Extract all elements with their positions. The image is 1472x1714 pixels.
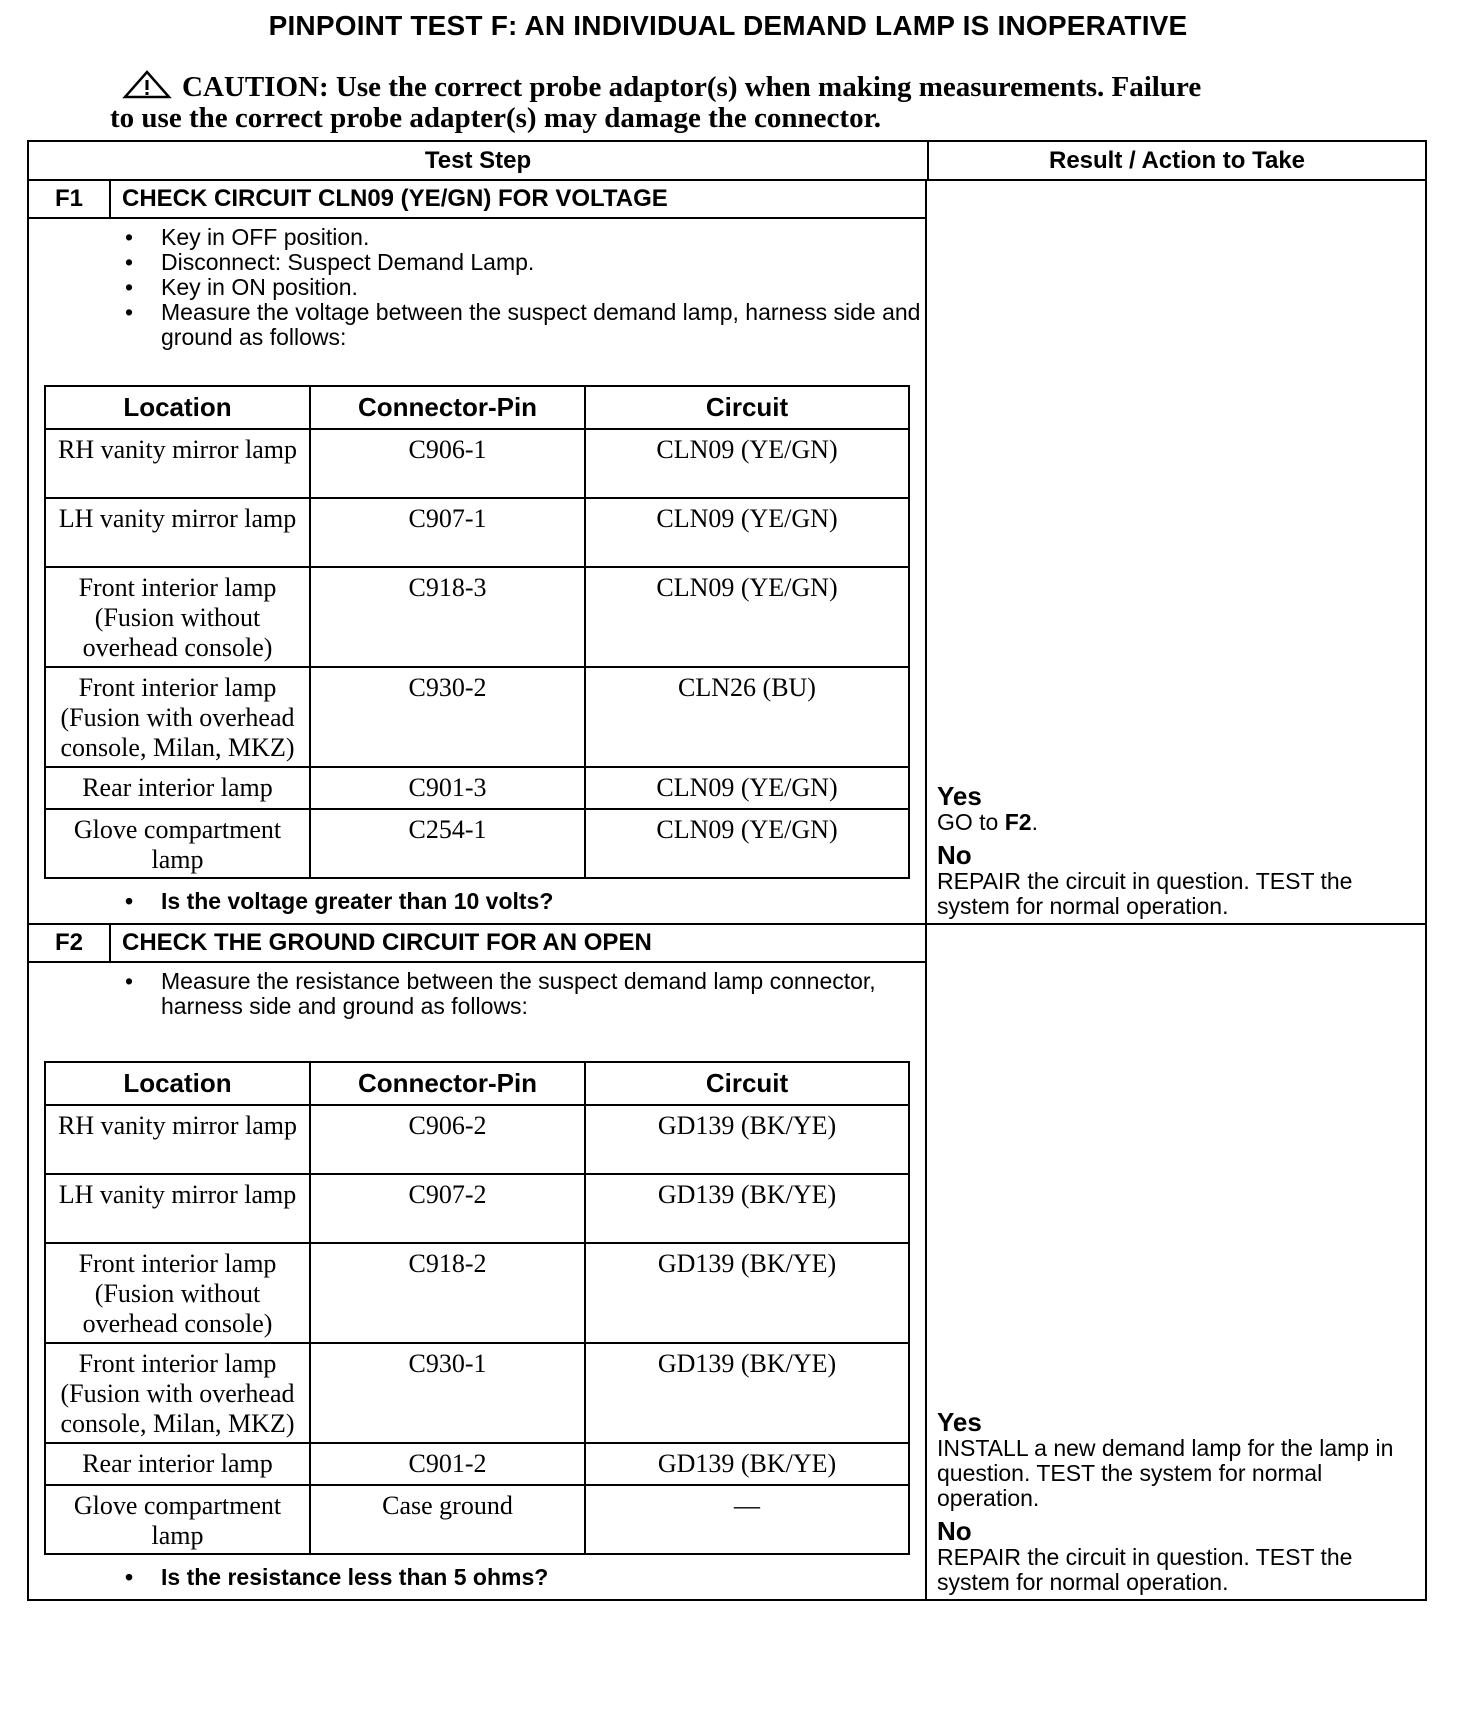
column-header: Location bbox=[45, 386, 310, 429]
connector-cell: C901-2 bbox=[310, 1443, 585, 1485]
table-row bbox=[45, 498, 909, 567]
circuit-cell: GD139 (BK/YE) bbox=[585, 1343, 909, 1443]
step-f1-result bbox=[927, 181, 1425, 923]
table-row bbox=[45, 1243, 909, 1343]
no-label: No bbox=[937, 840, 972, 870]
column-header: Connector-Pin bbox=[310, 1062, 585, 1105]
warning-triangle-icon bbox=[122, 70, 172, 100]
instruction-item: • Key in ON position. bbox=[29, 275, 925, 300]
location-cell: RH vanity mirror lamp bbox=[45, 429, 310, 498]
caution-text-line1: Use the correct probe adaptor(s) when making measurements. Failure bbox=[335, 71, 1202, 103]
table-row bbox=[45, 1343, 909, 1443]
circuit-cell: GD139 (BK/YE) bbox=[585, 1243, 909, 1343]
location-cell: RH vanity mirror lamp bbox=[45, 1105, 310, 1174]
step-number: F1 bbox=[29, 181, 111, 217]
location-cell: Glove compartment lamp bbox=[45, 809, 310, 878]
step-f1-header bbox=[29, 181, 925, 219]
step-instructions bbox=[29, 963, 925, 1061]
table-row bbox=[45, 667, 909, 767]
yes-action-text: GO to bbox=[937, 809, 1005, 835]
instruction-item: • Key in OFF position. bbox=[29, 225, 925, 250]
step-instructions bbox=[29, 219, 925, 385]
location-cell: Glove compartment lamp bbox=[45, 1485, 310, 1554]
no-action: REPAIR the circuit in question. TEST the system for normal operation. bbox=[937, 1544, 1353, 1595]
circuit-cell: GD139 (BK/YE) bbox=[585, 1105, 909, 1174]
step-title: CHECK THE GROUND CIRCUIT FOR AN OPEN bbox=[122, 929, 652, 956]
location-cell: LH vanity mirror lamp bbox=[45, 498, 310, 567]
yes-action: INSTALL a new demand lamp for the lamp in question. TEST the system for normal operation. bbox=[937, 1435, 1394, 1511]
step-question: • Is the voltage greater than 10 volts? bbox=[29, 879, 925, 923]
yes-label: Yes bbox=[937, 781, 982, 811]
pin-table-header bbox=[45, 386, 909, 429]
step-f2 bbox=[29, 925, 1425, 1599]
column-header: Location bbox=[45, 1062, 310, 1105]
connector-cell: C918-3 bbox=[310, 567, 585, 667]
column-header: Circuit bbox=[585, 1062, 909, 1105]
yes-label: Yes bbox=[937, 1407, 982, 1437]
location-cell: Front interior lamp (Fusion with overhead console, Milan, MKZ) bbox=[45, 1343, 310, 1443]
step-number: F2 bbox=[29, 925, 111, 961]
circuit-cell: CLN09 (YE/GN) bbox=[585, 809, 909, 878]
circuit-cell: CLN09 (YE/GN) bbox=[585, 498, 909, 567]
caution-notice bbox=[110, 70, 1350, 134]
column-header: Circuit bbox=[585, 386, 909, 429]
instruction-item: • Disconnect: Suspect Demand Lamp. bbox=[29, 250, 925, 275]
circuit-cell: CLN09 (YE/GN) bbox=[585, 567, 909, 667]
instruction-item: • Measure the resistance between the suspect demand lamp connector, harness side and ground as follows: bbox=[29, 969, 925, 1019]
no-label: No bbox=[937, 1516, 972, 1546]
instruction-item: • Measure the voltage between the suspect demand lamp, harness side and ground as follows: bbox=[29, 300, 925, 350]
connector-cell: C254-1 bbox=[310, 809, 585, 878]
location-cell: Front interior lamp (Fusion without overhead console) bbox=[45, 1243, 310, 1343]
step-title: CHECK CIRCUIT CLN09 (YE/GN) FOR VOLTAGE bbox=[122, 185, 668, 212]
pin-table-header bbox=[45, 1062, 909, 1105]
circuit-cell: GD139 (BK/YE) bbox=[585, 1174, 909, 1243]
table-row bbox=[45, 429, 909, 498]
header-result: Result / Action to Take bbox=[1048, 147, 1306, 174]
connector-cell: C918-2 bbox=[310, 1243, 585, 1343]
connector-cell: C907-2 bbox=[310, 1174, 585, 1243]
location-cell: Rear interior lamp bbox=[45, 1443, 310, 1485]
pin-table bbox=[44, 1061, 910, 1555]
connector-cell: C906-1 bbox=[310, 429, 585, 498]
table-header bbox=[29, 142, 1425, 181]
pinpoint-test-table bbox=[27, 140, 1427, 1601]
location-cell: Rear interior lamp bbox=[45, 767, 310, 809]
page-title: PINPOINT TEST F: AN INDIVIDUAL DEMAND LAMP IS INOPERATIVE bbox=[268, 10, 1188, 41]
table-row bbox=[45, 767, 909, 809]
table-row bbox=[45, 567, 909, 667]
caution-label: CAUTION: bbox=[182, 71, 329, 103]
connector-cell: C906-2 bbox=[310, 1105, 585, 1174]
yes-action bbox=[937, 810, 1413, 835]
location-cell: Front interior lamp (Fusion with overhead console, Milan, MKZ) bbox=[45, 667, 310, 767]
location-cell: LH vanity mirror lamp bbox=[45, 1174, 310, 1243]
table-row bbox=[45, 1443, 909, 1485]
circuit-cell: CLN09 (YE/GN) bbox=[585, 429, 909, 498]
circuit-cell: CLN26 (BU) bbox=[585, 667, 909, 767]
step-question: • Is the resistance less than 5 ohms? bbox=[29, 1555, 925, 1599]
pin-table bbox=[44, 385, 910, 879]
connector-cell: C930-1 bbox=[310, 1343, 585, 1443]
step-f2-result bbox=[927, 925, 1425, 1599]
connector-cell: C901-3 bbox=[310, 767, 585, 809]
header-test-step: Test Step bbox=[29, 142, 929, 179]
caution-text-line2: to use the correct probe adapter(s) may damage the connector. bbox=[110, 102, 882, 134]
connector-cell: Case ground bbox=[310, 1485, 585, 1554]
table-row bbox=[45, 1485, 909, 1554]
table-row bbox=[45, 1105, 909, 1174]
yes-action-suffix: . bbox=[1031, 809, 1038, 835]
no-action: REPAIR the circuit in question. TEST the system for normal operation. bbox=[937, 868, 1353, 919]
connector-cell: C930-2 bbox=[310, 667, 585, 767]
step-f1 bbox=[29, 181, 1425, 925]
step-f2-header bbox=[29, 925, 925, 963]
connector-cell: C907-1 bbox=[310, 498, 585, 567]
circuit-cell: GD139 (BK/YE) bbox=[585, 1443, 909, 1485]
column-header: Connector-Pin bbox=[310, 386, 585, 429]
circuit-cell: — bbox=[585, 1485, 909, 1554]
table-row bbox=[45, 809, 909, 878]
circuit-cell: CLN09 (YE/GN) bbox=[585, 767, 909, 809]
table-row bbox=[45, 1174, 909, 1243]
location-cell: Front interior lamp (Fusion without overhead console) bbox=[45, 567, 310, 667]
goto-step-link: F2 bbox=[1004, 809, 1032, 835]
